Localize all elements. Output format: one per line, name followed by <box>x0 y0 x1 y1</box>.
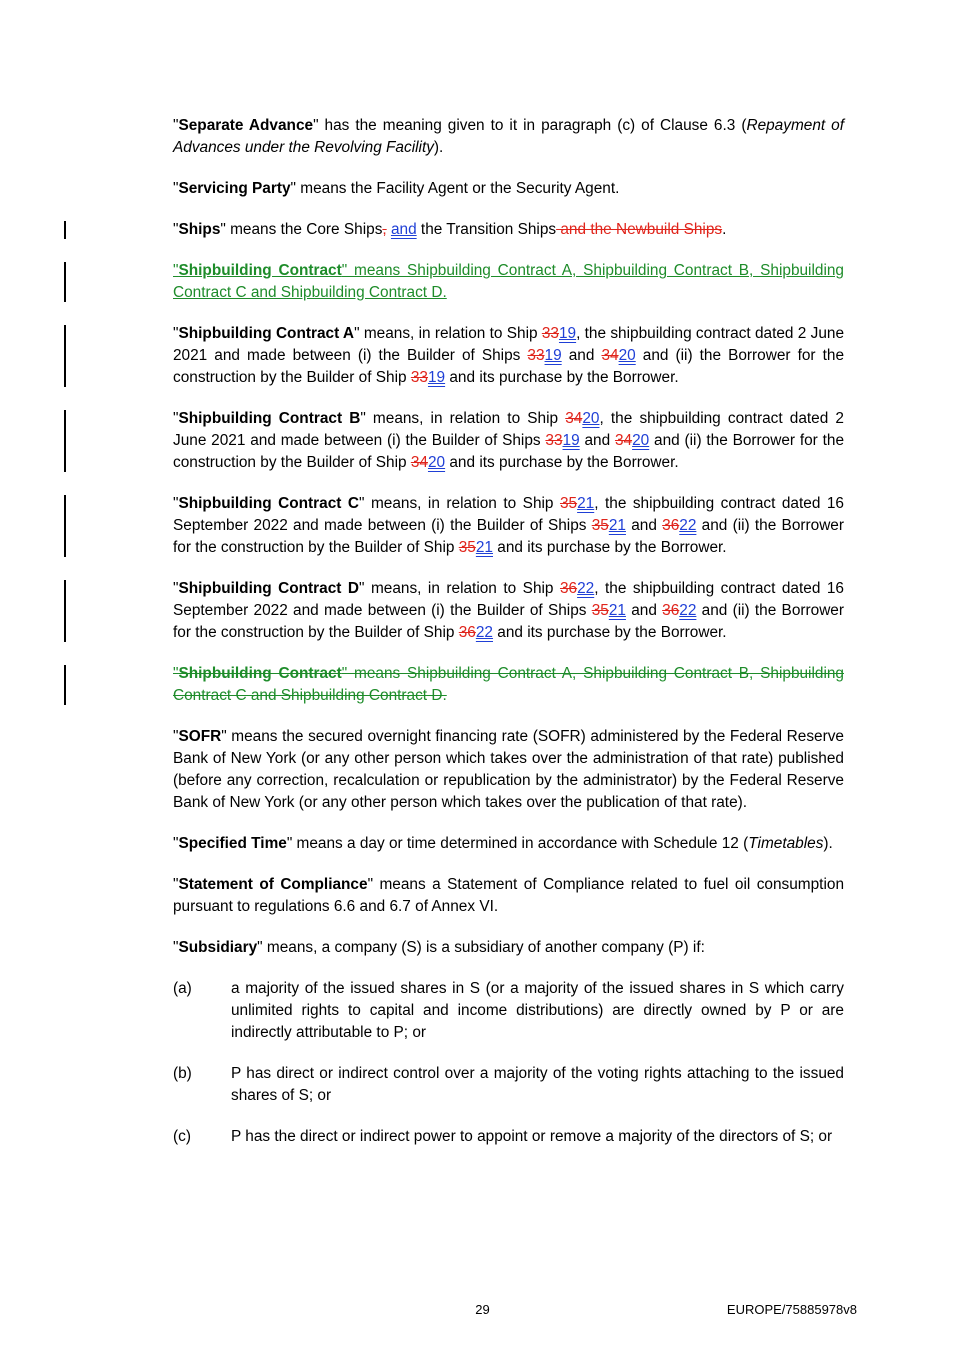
insertion: 21 <box>608 517 626 534</box>
definition-shipbuilding-contract-a: "Shipbuilding Contract A" means, in relation to Ship 3319, the shipbuilding contract dated 2 June 2021 and made between (i) the Builder of Ships 3319 and 3420 and (ii) the Borrower for the construction by the Builder of Ship 3319 and its purchase by the Borrower. <box>173 323 844 389</box>
insertion: 20 <box>582 410 600 427</box>
definition-ships: "Ships" means the Core Ships, and the Transition Ships and the Newbuild Ships. <box>173 219 844 241</box>
list-item <box>173 1063 844 1107</box>
deletion: 33 <box>527 347 545 364</box>
definition-shipbuilding-contract-moved-in: "Shipbuilding Contract" means Shipbuilding Contract A, Shipbuilding Contract B, Shipbuilding Contract C and Shipbuilding Contract D. <box>173 260 844 304</box>
deletion: 34 <box>601 347 619 364</box>
list-item <box>173 1126 844 1148</box>
insertion: 19 <box>427 369 446 386</box>
change-bar <box>64 410 66 472</box>
list-item <box>173 978 844 1044</box>
insertion: 20 <box>618 347 636 364</box>
defined-term: Shipbuilding Contract D <box>178 580 360 597</box>
deletion: 33 <box>541 325 559 342</box>
deletion: , <box>382 221 387 238</box>
definition-sofr: "SOFR" means the secured overnight financing rate (SOFR) administered by the Federal Reserve Bank of New York (or any other person which takes over the administration of that rate) published (before any correction, recalculation or republication by the administrator) by the Federal Reserve Bank of New York (or any other person which takes over the publication of that rate). <box>173 728 844 811</box>
deletion: 35 <box>591 602 609 619</box>
defined-term: Shipbuilding Contract <box>178 665 342 682</box>
definition-separate-advance: "Separate Advance" has the meaning given to it in paragraph (c) of Clause 6.3 (Repayment of Advances under the Revolving Facility). <box>173 117 844 156</box>
insertion: 22 <box>475 624 493 641</box>
list-text: a majority of the issued shares in S (or a majority of the issued shares in S which carry unlimited rights to capital and income distributions) are directly owned by P or are indirectly attributable to P; or <box>231 980 844 1041</box>
document-reference: EUROPE/75885978v8 <box>726 1302 857 1317</box>
deletion: 36 <box>458 624 476 641</box>
insertion: 21 <box>475 539 493 556</box>
page-number: 29 <box>475 1302 490 1317</box>
change-bar <box>64 325 66 387</box>
defined-term: Shipbuilding Contract <box>178 262 342 279</box>
deletion: 34 <box>614 432 633 449</box>
defined-term: Servicing Party <box>178 180 291 197</box>
definition-shipbuilding-contract-d: "Shipbuilding Contract D" means, in relation to Ship 3622, the shipbuilding contract dated 16 September 2022 and made between (i) the Builder of Ships 3521 and 3622 and (ii) the Borrower for the construction by the Builder of Ship 3622 and its purchase by the Borrower. <box>173 578 844 644</box>
change-bar <box>64 495 66 557</box>
list-label: (b) <box>173 1065 192 1082</box>
definition-servicing-party: "Servicing Party" means the Facility Agent or the Security Agent. <box>173 180 620 197</box>
deletion: 35 <box>559 495 578 512</box>
deletion: 36 <box>662 602 680 619</box>
document-body <box>173 115 844 1167</box>
list-label: (a) <box>173 980 192 997</box>
insertion: 20 <box>427 454 446 471</box>
deletion: and the Newbuild Ships <box>556 221 723 238</box>
insertion: and <box>390 221 417 238</box>
definition-statement-of-compliance: "Statement of Compliance" means a Statement of Compliance related to fuel oil consumption pursuant to regulations 6.6 and 6.7 of Annex VI. <box>173 876 845 915</box>
definition-specified-time: "Specified Time" means a day or time determined in accordance with Schedule 12 (Timetables). <box>173 835 833 852</box>
insertion: 22 <box>577 580 595 597</box>
change-bar <box>64 262 66 302</box>
insertion: 20 <box>632 432 650 449</box>
change-bar <box>64 665 66 705</box>
defined-term: Specified Time <box>178 835 287 852</box>
defined-term: Shipbuilding Contract B <box>178 410 361 427</box>
definition-shipbuilding-contract-b: "Shipbuilding Contract B" means, in relation to Ship 3420, the shipbuilding contract dated 2 June 2021 and made between (i) the Builder of Ships 3319 and 3420 and (ii) the Borrower for the construction by the Builder of Ship 3420 and its purchase by the Borrower. <box>173 408 844 474</box>
defined-term: Statement of Compliance <box>178 876 368 893</box>
insertion: 21 <box>577 495 595 512</box>
defined-term: Subsidiary <box>178 939 258 956</box>
change-bar <box>64 580 66 642</box>
defined-term: Shipbuilding Contract C <box>178 495 360 512</box>
list-label: (c) <box>173 1128 191 1145</box>
list-text: P has the direct or indirect power to appoint or remove a majority of the directors of S; or <box>231 1128 833 1145</box>
insertion: 22 <box>679 517 697 534</box>
defined-term: Shipbuilding Contract A <box>178 325 355 342</box>
insertion: 19 <box>544 347 562 364</box>
deletion: 33 <box>410 369 428 386</box>
defined-term: SOFR <box>178 728 222 745</box>
deletion: 34 <box>410 454 428 471</box>
deletion: 34 <box>565 410 583 427</box>
insertion: 19 <box>562 432 580 449</box>
defined-term: Ships <box>178 221 221 238</box>
deletion: 36 <box>559 580 578 597</box>
deletion: 33 <box>545 432 563 449</box>
definition-subsidiary: "Subsidiary" means, a company (S) is a subsidiary of another company (P) if: <box>173 939 705 956</box>
change-bar <box>64 221 66 239</box>
defined-term: Separate Advance <box>178 117 314 134</box>
definition-shipbuilding-contract-c: "Shipbuilding Contract C" means, in relation to Ship 3521, the shipbuilding contract dated 16 September 2022 and made between (i) the Builder of Ships 3521 and 3622 and (ii) the Borrower for the construction by the Builder of Ship 3521 and its purchase by the Borrower. <box>173 493 844 559</box>
insertion: 19 <box>558 325 577 342</box>
insertion: 22 <box>679 602 697 619</box>
list-text: P has direct or indirect control over a majority of the voting rights attaching to the issued shares of S; or <box>231 1065 844 1104</box>
definition-shipbuilding-contract-moved-out: "Shipbuilding Contract" means Shipbuilding Contract A, Shipbuilding Contract B, Shipbuilding Contract C and Shipbuilding Contract D. <box>173 663 844 707</box>
deletion: 35 <box>591 517 609 534</box>
deletion: 35 <box>458 539 476 556</box>
deletion: 36 <box>662 517 680 534</box>
insertion: 21 <box>608 602 626 619</box>
